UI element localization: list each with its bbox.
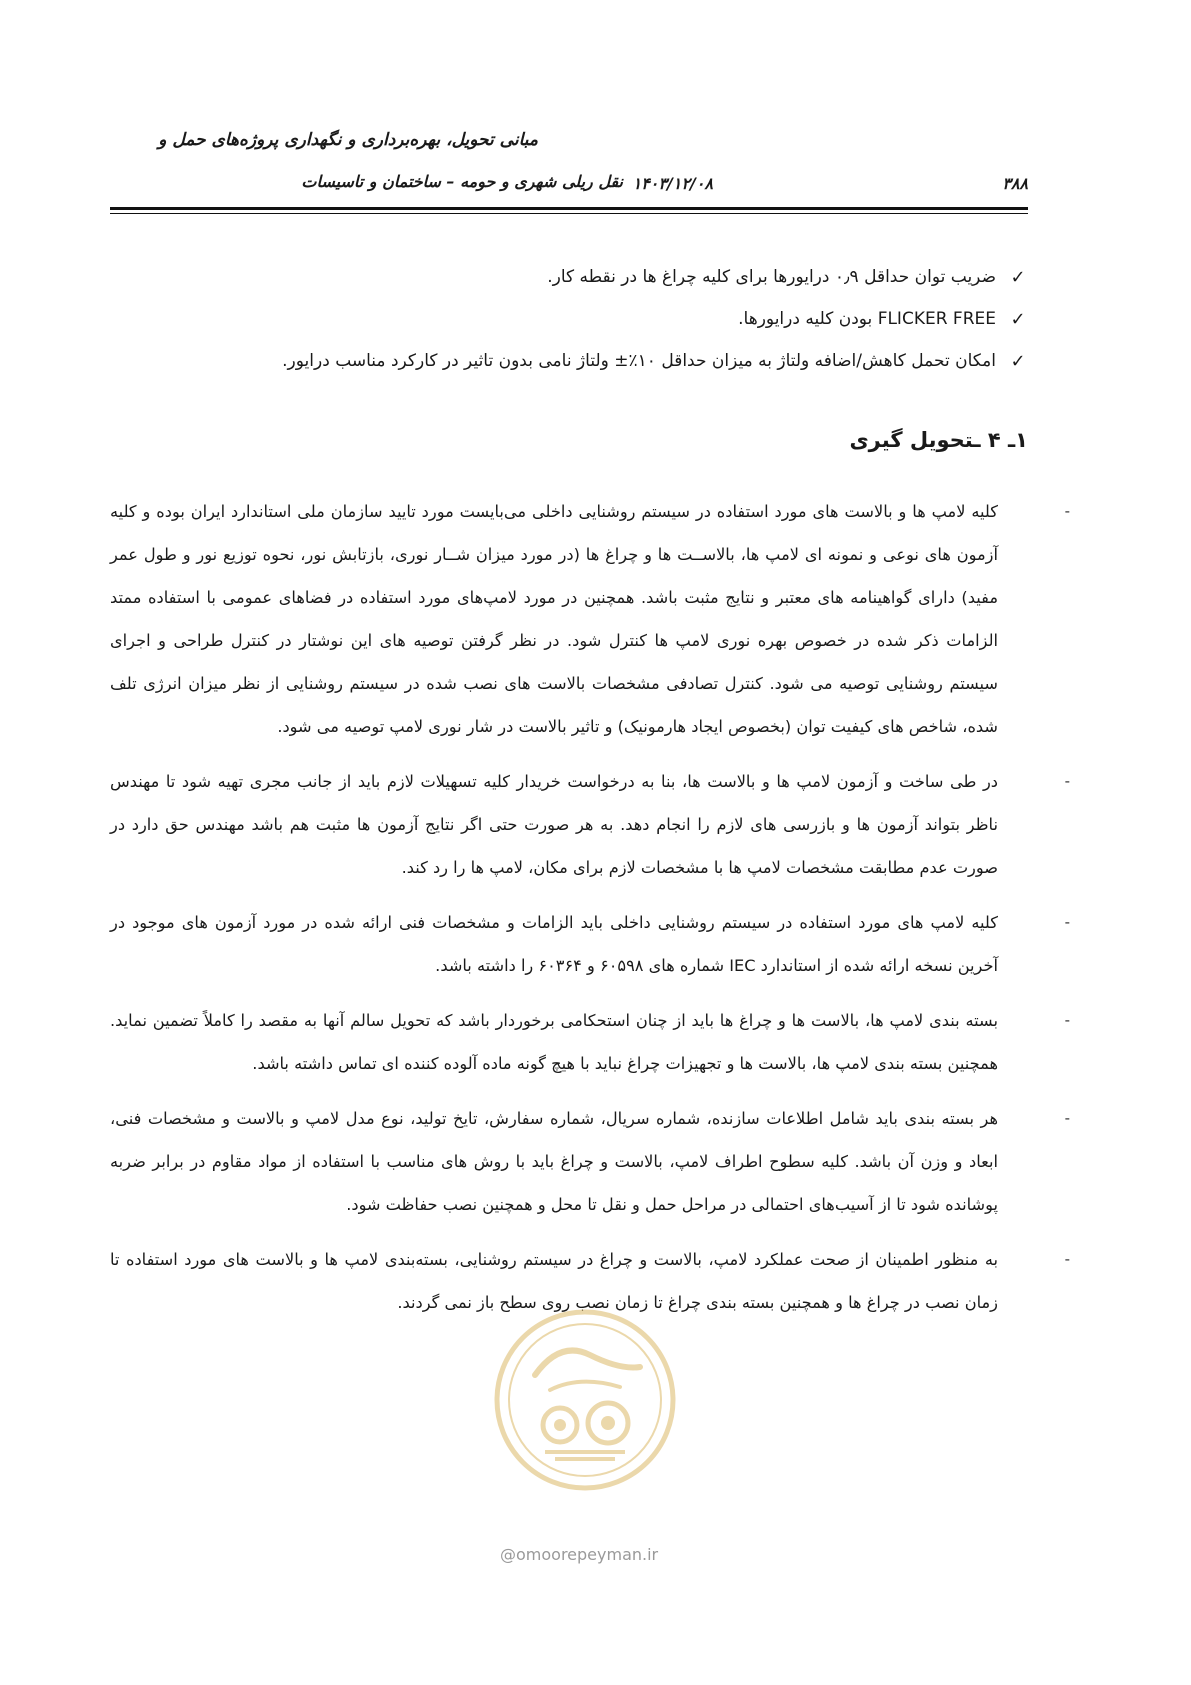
header-title-line1: مبانی تحویل، بهره‌برداری و نگهداری پروژه‌های حمل و [158,130,538,150]
checkmark-icon: ✓ [1010,308,1026,330]
paragraph-text: کلیه لامپ های مورد استفاده در سیستم روشنایی داخلی باید الزامات و مشخصات فنی ارائه شده در مورد آزمون های موجود در آخرین نسخه ارائه شده از استاندارد IEC شماره های ۶۰۵۹۸ و ۶۰۳۶۴ را داشته باشد. [110,913,998,975]
dash-bullet-icon: - [1064,772,1070,790]
section-heading: ۱ـ ۴ ـتحویل گیری [849,428,1028,452]
checkmark-icon: ✓ [1010,266,1026,288]
header-date: ۱۴۰۳/۱۲/۰۸ [632,174,713,193]
checklist-item-text: امکان تحمل کاهش/اضافه ولتاژ به میزان حداقل ۱۰٪± ولتاژ نامی بدون تاثیر در کارکرد مناسب درایور. [282,351,996,371]
checklist-item-text: FLICKER FREE بودن کلیه درایورها. [738,309,996,329]
checklist-item [148,340,1028,382]
list-item [110,1097,1070,1226]
header-rule-thick [110,207,1028,210]
header-title-line2: نقل ریلی شهری و حومه – ساختمان و تاسیسات [301,172,623,191]
page-header [110,125,1028,225]
dash-bullet-icon: - [1064,1011,1070,1029]
delivery-paragraphs [110,490,1070,1336]
paragraph-text: کلیه لامپ ها و بالاست های مورد استفاده در سیستم روشنایی داخلی می‌بایست مورد تایید سازمان ملی استاندارد ایران بوده و کلیه آزمون های نوعی و نمونه ای لامپ ها، بالاســت ها و چراغ ها (در مورد میزان شــار نوری، بازتابش نور، نحوه توزیع نور و طول عمر مفید) دارای گواهینامه های معتبر و نتایج مثبت باشد. همچنین در مورد لامپ‌های مورد استفاده در فضاهای عمومی با استفاده ممتد الزامات ذکر شده در خصوص بهره نوری لامپ ها کنترل شود. در نظر گرفتن توصیه های این نوشتار در کنترل طراحی و اجرای سیستم روشنایی توصیه می شود. کنترل تصادفی مشخصات بالاست های نصب شده در سیستم روشنایی از نظر میزان انرژی تلف شده، شاخص های کیفیت توان (بخصوص ایجاد هارمونیک) و تاثیر بالاست در شار نوری لامپ توصیه می شود. [110,502,998,736]
watermark-caption: @omoorepeyman.ir [500,1545,659,1564]
paragraph-text: به منظور اطمینان از صحت عملکرد لامپ، بالاست و چراغ در سیستم روشنایی، بسته‌بندی لامپ ها و بالاست های مورد استفاده تا زمان نصب در چراغ ها و همچنین بسته بندی چراغ تا زمان نصب روی سطح باز نمی گردند. [110,1250,998,1312]
header-rule-thin [110,213,1028,214]
requirements-checklist [148,256,1028,382]
page-number: ۳۸۸ [1002,174,1028,193]
paragraph-text: هر بسته بندی باید شامل اطلاعات سازنده، شماره سریال، شماره سفارش، تایخ تولید، نوع مدل لامپ و بالاست و مشخصات فنی، ابعاد و وزن آن باشد. کلیه سطوح اطراف لامپ، بالاست و چراغ باید با روش های مناسب با استفاده از مواد مقاوم در برابر ضربه پوشانده شود تا از آسیب‌های احتمالی در مراحل حمل و نقل تا محل و همچنین نصب حفاظت شود. [110,1109,998,1214]
paragraph-text: بسته بندی لامپ ها، بالاست ها و چراغ ها باید از چنان استحکامی برخوردار باشد که تحویل سالم آنها به مقصد را کاملاً تضمین نماید. همچنین بسته بندی لامپ ها، بالاست ها و تجهیزات چراغ نباید با هیچ گونه ماده آلوده کننده ای تماس داشته باشد. [110,1011,998,1073]
checkmark-icon: ✓ [1010,350,1026,372]
list-item [110,901,1070,987]
dash-bullet-icon: - [1064,913,1070,931]
list-item [110,490,1070,748]
list-item [110,999,1070,1085]
dash-bullet-icon: - [1064,502,1070,520]
dash-bullet-icon: - [1064,1109,1070,1127]
checklist-item [148,256,1028,298]
list-item [110,760,1070,889]
dash-bullet-icon: - [1064,1250,1070,1268]
paragraph-text: در طی ساخت و آزمون لامپ ها و بالاست ها، بنا به درخواست خریدار کلیه تسهیلات لازم باید از جانب مجری تهیه شود تا مهندس ناظر بتواند آزمون ها و بازرسی های لازم را انجام دهد. به هر صورت حتی اگر نتایج آزمون ها مثبت هم باشد مهندس حق دارد در صورت عدم مطابقت مشخصات لامپ ها با مشخصات لازم برای مکان، لامپ ها را رد کند. [110,772,998,877]
checklist-item-text: ضریب توان حداقل ۰٫۹ درایورها برای کلیه چراغ ها در نقطه کار. [547,267,996,287]
checklist-item [148,298,1028,340]
watermark-logo-icon [490,1305,680,1495]
